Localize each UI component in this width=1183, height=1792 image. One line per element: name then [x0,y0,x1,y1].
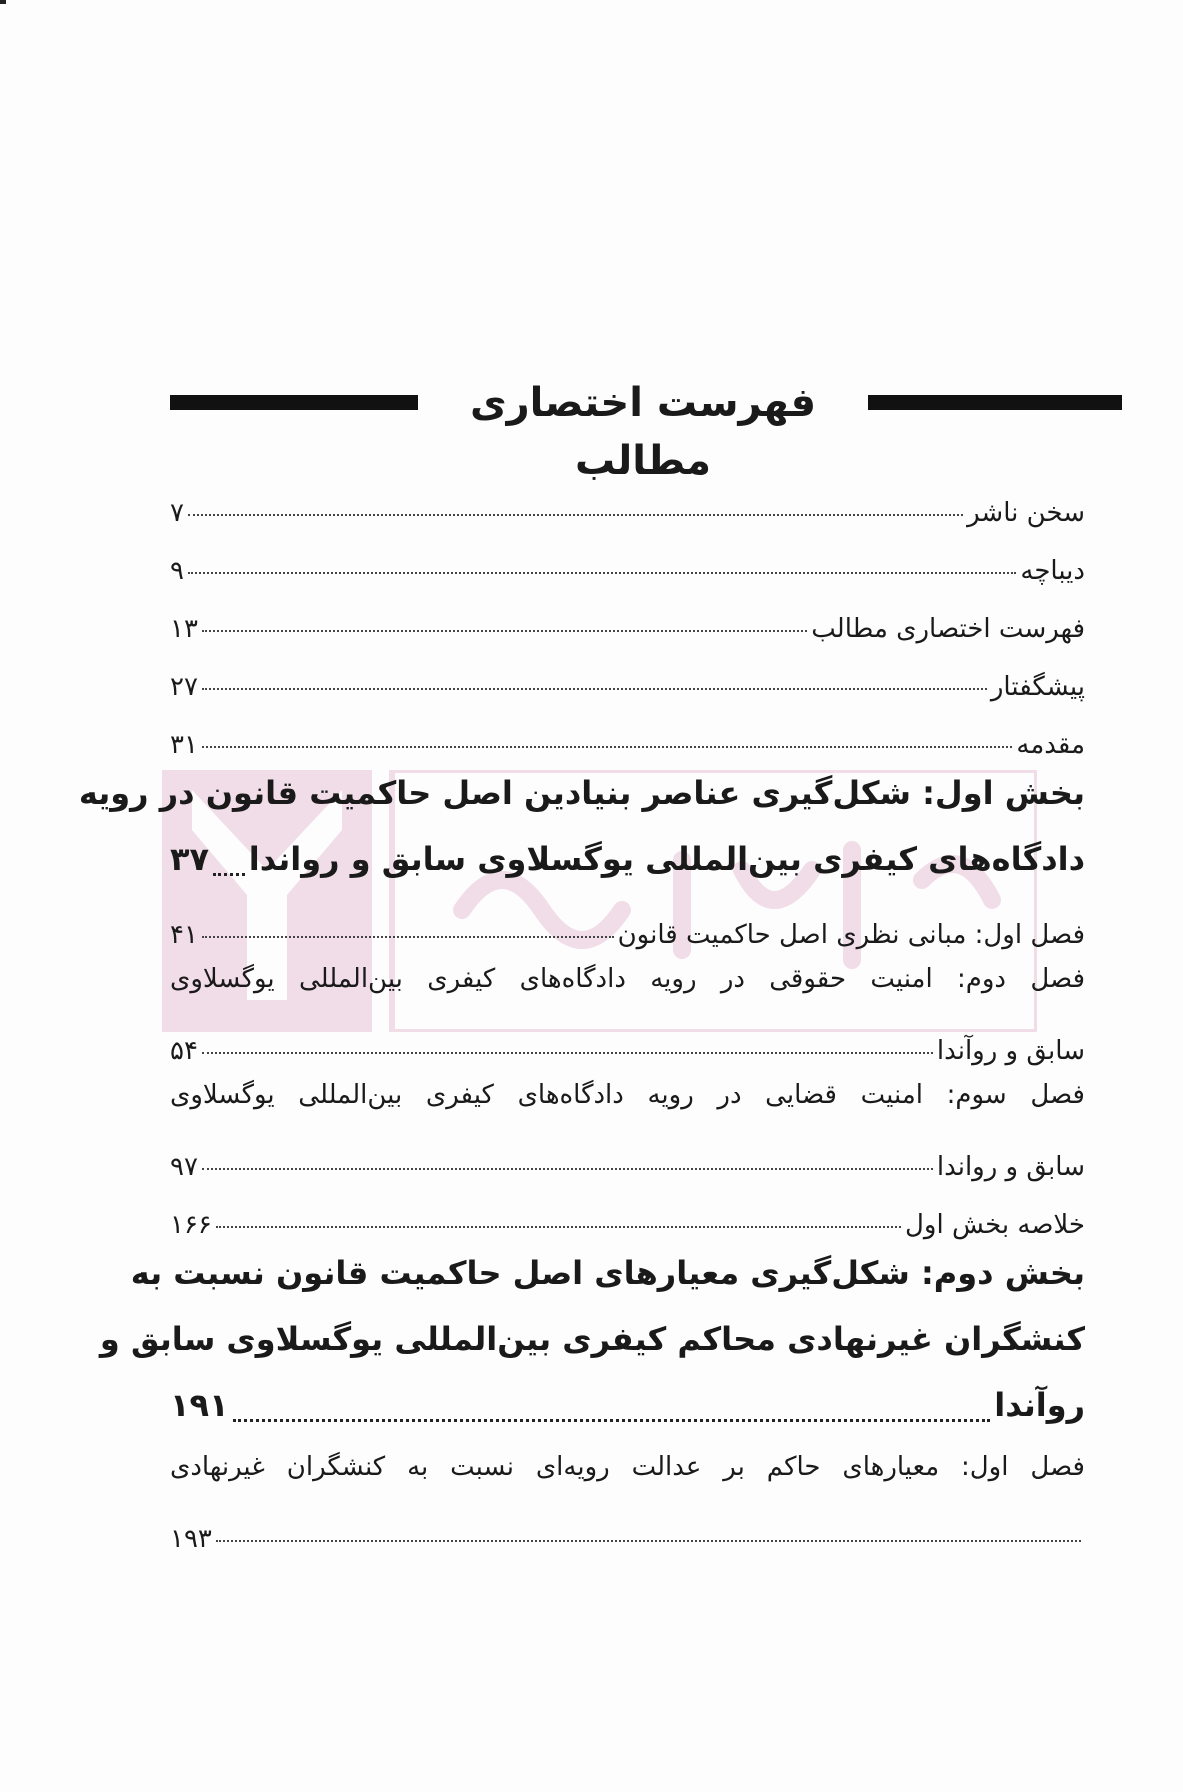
entry-page: ۲۷ [170,672,198,702]
dot-leader [202,1168,933,1170]
entry-label: خلاصه بخش اول [905,1210,1085,1240]
entry-label: فصل اول: مبانی نظری اصل حاکمیت قانون [617,920,1085,950]
entry-label: مقدمه [1016,730,1085,760]
page-title: فهرست اختصاری مطالب [469,380,817,484]
part-title-line: بخش اول: شکل‌گیری عناصر بنیادین اصل حاکمیت قانون در رویه [78,774,1085,812]
entry-label: سابق و رواندا [936,1152,1085,1182]
part-page: ۱۹۱ [170,1386,229,1424]
dot-leader [202,688,987,690]
part-title-entry [170,826,1085,892]
entry-label: پیشگفتار [990,672,1085,702]
entry-label: فهرست اختصاری مطالب [811,614,1085,644]
entry-label: فصل سوم: امنیت قضایی در رویه دادگاه‌های کیفری بین‌المللی یوگسلاوی [170,1080,1085,1110]
entry-page: ۹ [170,556,184,586]
dot-leader [233,1419,991,1422]
entry-label: سابق و روآندا [936,1036,1085,1066]
table-of-contents [78,470,1085,1554]
toc-entry[interactable] [170,528,1085,586]
entry-continuation [170,1124,1085,1182]
entry-page: ۷ [170,498,184,528]
toc-entry[interactable] [170,950,1085,1066]
toc-entry[interactable] [170,644,1085,702]
toc-entry[interactable] [170,586,1085,644]
part-title-line: روآندا [994,1386,1085,1424]
title-bar-right [868,395,1122,410]
scan-corner-mark [0,0,6,4]
entry-page: ۱۹۳ [170,1524,212,1554]
dot-leader [216,1540,1081,1542]
entry-continuation [170,1008,1085,1066]
title-bar-left [170,395,418,410]
dot-leader [202,630,807,632]
entry-label: فصل اول: معیارهای حاکم بر عدالت رویه‌ای نسبت به کنشگران غیرنهادی [170,1452,1085,1482]
entry-label: فصل دوم: امنیت حقوقی در رویه دادگاه‌های کیفری بین‌المللی یوگسلاوی [170,964,1085,994]
toc-entry[interactable] [170,1066,1085,1182]
dot-leader [202,746,1012,748]
dot-leader [188,572,1016,574]
dot-leader [216,1226,901,1228]
part-title-entry [170,1372,1085,1438]
part-title-line: دادگاه‌های کیفری بین‌المللی یوگسلاوی سابق و رواندا [248,840,1085,878]
entry-page: ۱۶۶ [170,1210,212,1240]
part-2-heading[interactable] [99,1240,1085,1438]
part-1-heading[interactable] [78,760,1085,892]
entry-page: ۹۷ [170,1152,198,1182]
entry-page: ۵۴ [170,1036,198,1066]
part-title-line: بخش دوم: شکل‌گیری معیارهای اصل حاکمیت قانون نسبت به [130,1254,1085,1292]
dot-leader [213,873,245,876]
part-page: ۳۷ [170,840,210,878]
dot-leader [202,1052,933,1054]
entry-label: سخن ناشر [967,498,1085,528]
toc-entry[interactable] [170,470,1085,528]
entry-page: ۴۱ [170,920,198,950]
entry-page: ۱۳ [170,614,198,644]
dot-leader [188,514,963,516]
entry-continuation [170,1496,1085,1554]
toc-entry[interactable] [170,1438,1085,1554]
entry-label: دیباچه [1020,556,1085,586]
toc-entry[interactable] [170,1182,1085,1240]
toc-header [170,374,1122,484]
toc-entry[interactable] [170,892,1085,950]
entry-page: ۳۱ [170,730,198,760]
part-title-line: کنشگران غیرنهادی محاکم کیفری بین‌المللی یوگسلاوی سابق و [99,1320,1085,1358]
toc-entry[interactable] [170,702,1085,760]
dot-leader [202,936,614,938]
